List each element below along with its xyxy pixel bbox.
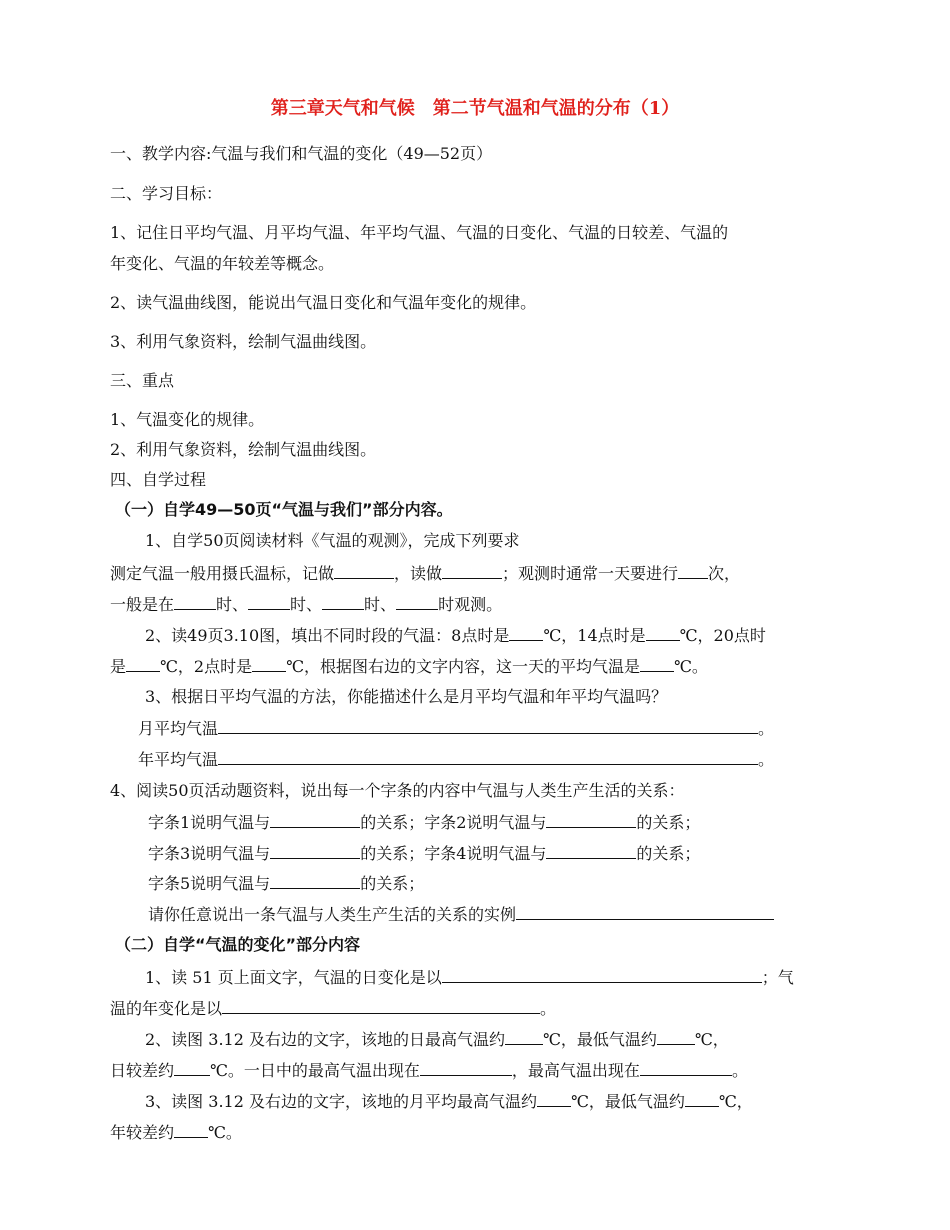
answer-blank[interactable] xyxy=(505,1028,543,1045)
example-line: 请你任意说出一条气温与人类生产生活的关系的实例 xyxy=(148,903,774,926)
note-row-1: 字条1说明气温与 的关系；字条2说明气温与 的关系； xyxy=(148,813,701,832)
answer-blank[interactable] xyxy=(252,655,286,672)
yearly-average-line: 年平均气温 。 xyxy=(138,750,775,769)
question-1-line-b: 一般是在 时、 时、 时、 时观测。 xyxy=(110,595,503,614)
monthly-average-line: 月平均气温 。 xyxy=(138,719,775,738)
answer-blank[interactable] xyxy=(248,593,290,610)
answer-blank[interactable] xyxy=(334,562,394,579)
answer-blank[interactable] xyxy=(546,842,636,859)
section-heading-content: 一、教学内容:气温与我们和气温的变化（49—52页） xyxy=(110,144,493,163)
answer-blank[interactable] xyxy=(218,717,758,734)
answer-blank[interactable] xyxy=(509,624,543,641)
answer-blank[interactable] xyxy=(546,811,636,828)
goal-1-line-1: 1、记住日平均气温、月平均气温、年平均气温、气温的日变化、气温的日较差、气温的 xyxy=(110,223,729,242)
goal-2: 2、读气温曲线图，能说出气温日变化和气温年变化的规律。 xyxy=(110,293,537,312)
answer-blank[interactable] xyxy=(270,872,360,889)
answer-blank[interactable] xyxy=(126,655,160,672)
question-3: 3、根据日平均气温的方法，你能描述什么是月平均气温和年平均气温吗？ xyxy=(145,687,668,706)
answer-blank[interactable] xyxy=(174,1059,210,1076)
section-heading-process: 四、自学过程 xyxy=(110,470,207,489)
page-title: 第三章天气和气候 第二节气温和气温的分布（1） xyxy=(270,98,680,119)
question-1-line-a: 测定气温一般用摄氏温标，记做 ，读做 ；观测时通常一天要进行 次， xyxy=(110,564,741,583)
answer-blank[interactable] xyxy=(537,1090,571,1107)
part2-q2-line-a: 2、读图 3.12 及右边的文字，该地的日最高气温约 ℃，最低气温约 ℃， xyxy=(145,1030,729,1049)
part2-q2-line-b: 日较差约 ℃。一日中的最高气温出现在 ，最高气温出现在 。 xyxy=(110,1061,748,1080)
goal-3: 3、利用气象资料，绘制气温曲线图。 xyxy=(110,332,377,351)
part2-q1-line-b: 温的年变化是以 。 xyxy=(110,999,557,1018)
answer-blank[interactable] xyxy=(270,811,360,828)
keypoint-1: 1、气温变化的规律。 xyxy=(110,410,265,429)
answer-blank[interactable] xyxy=(396,593,438,610)
section-heading-keypoints: 三、重点 xyxy=(110,371,175,390)
answer-blank[interactable] xyxy=(174,1121,208,1138)
part-2-heading: （二）自学“气温的变化”部分内容 xyxy=(115,935,361,954)
part2-q3-line-a: 3、读图 3.12 及右边的文字，该地的月平均最高气温约 ℃，最低气温约 ℃， xyxy=(145,1092,753,1111)
answer-blank[interactable] xyxy=(516,903,774,920)
note-row-3: 字条5说明气温与 的关系； xyxy=(148,874,425,893)
answer-blank[interactable] xyxy=(222,997,540,1014)
question-1: 1、自学50页阅读材料《气温的观测》，完成下列要求 xyxy=(145,531,520,550)
answer-blank[interactable] xyxy=(218,748,758,765)
question-2-line-a: 2、读49页3.10图，填出不同时段的气温：8点时是 ℃，14点时是 ℃，20点时 xyxy=(145,626,766,645)
question-4: 4、阅读50页活动题资料，说出每一个字条的内容中气温与人类生产生活的关系： xyxy=(110,781,685,800)
part-1-heading: （一）自学49—50页“气温与我们”部分内容。 xyxy=(115,500,453,519)
keypoint-2: 2、利用气象资料，绘制气温曲线图。 xyxy=(110,440,377,459)
answer-blank[interactable] xyxy=(442,562,502,579)
note-row-2: 字条3说明气温与 的关系；字条4说明气温与 的关系； xyxy=(148,844,701,863)
goal-1-line-2: 年变化、气温的年较差等概念。 xyxy=(110,254,335,273)
answer-blank[interactable] xyxy=(685,1090,719,1107)
part2-q3-line-b: 年较差约 ℃。 xyxy=(110,1123,242,1142)
answer-blank[interactable] xyxy=(640,655,674,672)
answer-blank[interactable] xyxy=(646,624,680,641)
answer-blank[interactable] xyxy=(270,842,360,859)
answer-blank[interactable] xyxy=(322,593,364,610)
answer-blank[interactable] xyxy=(678,562,708,579)
answer-blank[interactable] xyxy=(640,1059,732,1076)
answer-blank[interactable] xyxy=(442,966,762,983)
section-heading-goals: 二、学习目标： xyxy=(110,184,223,203)
answer-blank[interactable] xyxy=(420,1059,512,1076)
answer-blank[interactable] xyxy=(174,593,216,610)
part2-q1-line-a: 1、读 51 页上面文字，气温的日变化是以 ；气 xyxy=(145,968,794,987)
answer-blank[interactable] xyxy=(657,1028,695,1045)
question-2-line-b: 是 ℃，2点时是 ℃，根据图右边的文字内容，这一天的平均气温是 ℃。 xyxy=(110,657,708,676)
